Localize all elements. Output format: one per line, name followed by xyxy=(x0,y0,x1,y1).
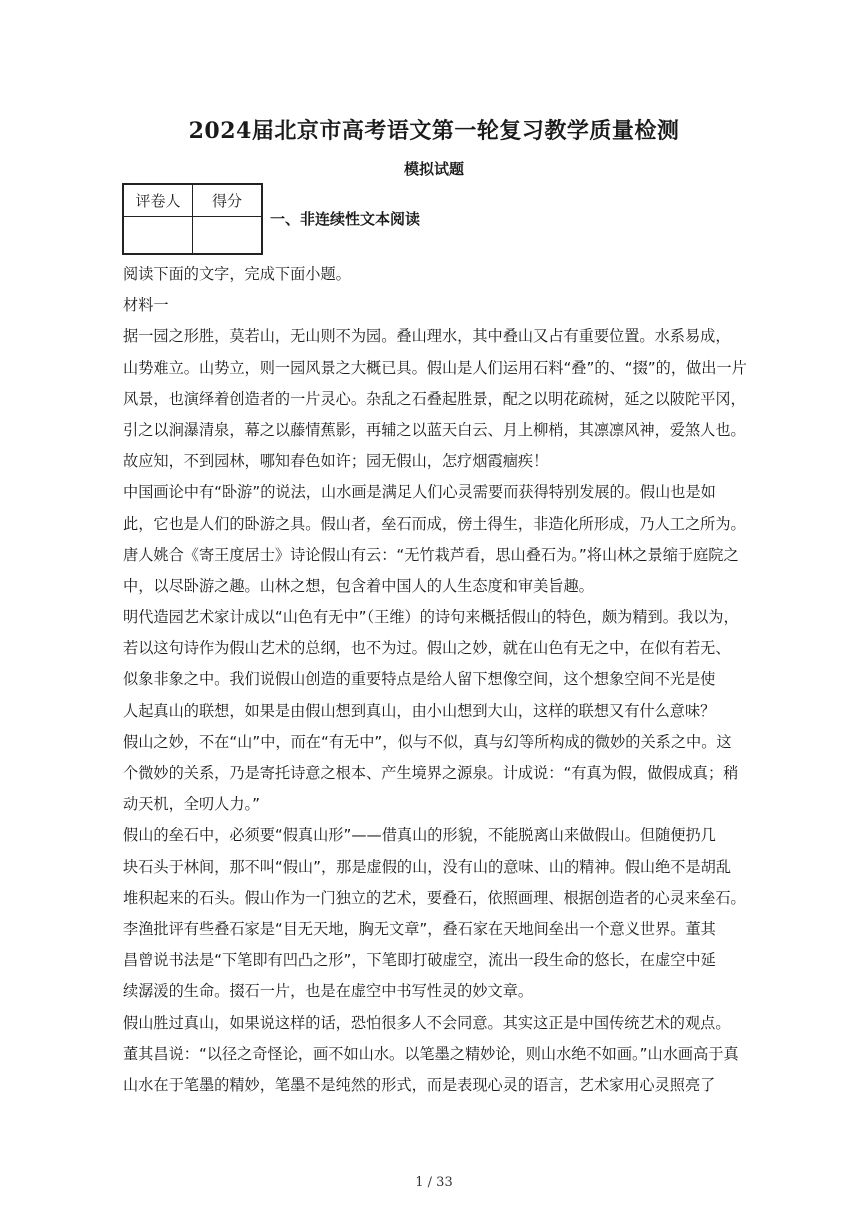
score-table xyxy=(122,183,263,255)
page-number: 1 / 33 xyxy=(415,1175,453,1190)
text-line: 李渔批评有些叠石家是“目无天地，胸无文章”，叠石家在天地间垒出一个意义世界。董其 xyxy=(123,919,716,938)
text-line: 假山的垒石中，必须要“假真山形”——借真山的形貌，不能脱离山来做假山。但随便扔几 xyxy=(123,826,716,845)
text-line: 若以这句诗作为假山艺术的总纲，也不为过。假山之妙，就在山色有无之中，在似有若无、 xyxy=(123,639,731,658)
text-line: 明代造园艺术家计成以“山色有无中”（王维）的诗句来概括假山的特色，颇为精到。我以为， xyxy=(123,608,739,627)
text-line: 续潺湲的生命。掇石一片，也是在虚空中书写性灵的妙文章。 xyxy=(123,982,534,1001)
text-line: 董其昌说：“以径之奇怪论，画不如山水。以笔墨之精妙论，则山水绝不如画。”山水画高于真 xyxy=(123,1044,739,1063)
text-line: 故应知，不到园林，哪知春色如许；园无假山，怎疗烟霞痼疾！ xyxy=(123,452,549,471)
reviewer-cell xyxy=(123,217,193,255)
text-line: 块石头于林间，那不叫“假山”，那是虚假的山，没有山的意味、山的精神。假山绝不是胡乱 xyxy=(123,857,732,876)
section-heading: 一、非连续性文本阅读 xyxy=(270,210,421,228)
text-line: 个微妙的关系，乃是寄托诗意之根本、产生境界之源泉。计成说：“有真为假，做假成真；稍 xyxy=(123,764,739,782)
reviewer-label: 评卷人 xyxy=(123,184,193,217)
text-line: 此，它也是人们的卧游之具。假山者，垒石而成，傍土得生，非造化所形成，乃人工之所为。 xyxy=(123,514,746,533)
text-line: 据一园之形胜，莫若山，无山则不为园。叠山理水，其中叠山又占有重要位置。水系易成， xyxy=(123,327,731,346)
text-line: 唐人姚合《寄王度居士》诗论假山有云：“无竹栽芦看，思山叠石为。”将山林之景缩于庭院之 xyxy=(123,545,739,564)
text-line: 昌曾说书法是“下笔即有凹凸之形”，下笔即打破虚空，流出一段生命的悠长，在虚空中延 xyxy=(123,951,716,970)
text-line: 堆积起来的石头。假山作为一门独立的艺术，要叠石，依照画理、根据创造者的心灵来垒石。 xyxy=(123,888,746,907)
document-body xyxy=(123,259,763,1101)
page-subtitle: 模拟试题 xyxy=(403,160,464,178)
score-label: 得分 xyxy=(193,184,263,217)
text-line: 动天机，全叨人力。” xyxy=(123,795,260,814)
text-line: 假山之妙，不在“山”中，而在“有无中”，似与不似，真与幻等所构成的微妙的关系之中。这 xyxy=(123,732,732,751)
score-cell xyxy=(193,217,263,255)
text-line: 山势难立。山势立，则一园风景之大概已具。假山是人们运用石料“叠”的、“掇”的，做出一片 xyxy=(123,358,747,377)
page-title: 2024届北京市高考语文第一轮复习教学质量检测 xyxy=(188,118,680,144)
text-line: 风景，也演绎着创造者的一片灵心。杂乱之石叠起胜景，配之以明花疏树，延之以陂陀平冈， xyxy=(123,389,746,408)
text-line: 假山胜过真山，如果说这样的话，恐怕很多人不会同意。其实这正是中国传统艺术的观点。 xyxy=(123,1013,731,1032)
text-line: 似象非象之中。我们说假山创造的重要特点是给人留下想像空间，这个想象空间不光是使 xyxy=(123,670,716,689)
text-line: 阅读下面的文字，完成下面小题。 xyxy=(123,265,351,283)
text-line: 中国画论中有“卧游”的说法，山水画是满足人们心灵需要而获得特别发展的。假山也是如 xyxy=(123,483,716,502)
text-line: 材料一 xyxy=(123,296,169,315)
text-line: 人起真山的联想，如果是由假山想到真山，由小山想到大山，这样的联想又有什么意味？ xyxy=(123,701,716,720)
text-line: 引之以涧瀑清泉，幕之以藤情蕉影，再辅之以蓝天白云、月上柳梢，其凛凛风神，爱煞人也。 xyxy=(123,420,746,439)
text-line: 山水在于笔墨的精妙，笔墨不是纯然的形式，而是表现心灵的语言，艺术家用心灵照亮了 xyxy=(123,1075,716,1094)
text-line: 中，以尽卧游之趣。山林之想，包含着中国人的人生态度和审美旨趣。 xyxy=(123,576,594,595)
